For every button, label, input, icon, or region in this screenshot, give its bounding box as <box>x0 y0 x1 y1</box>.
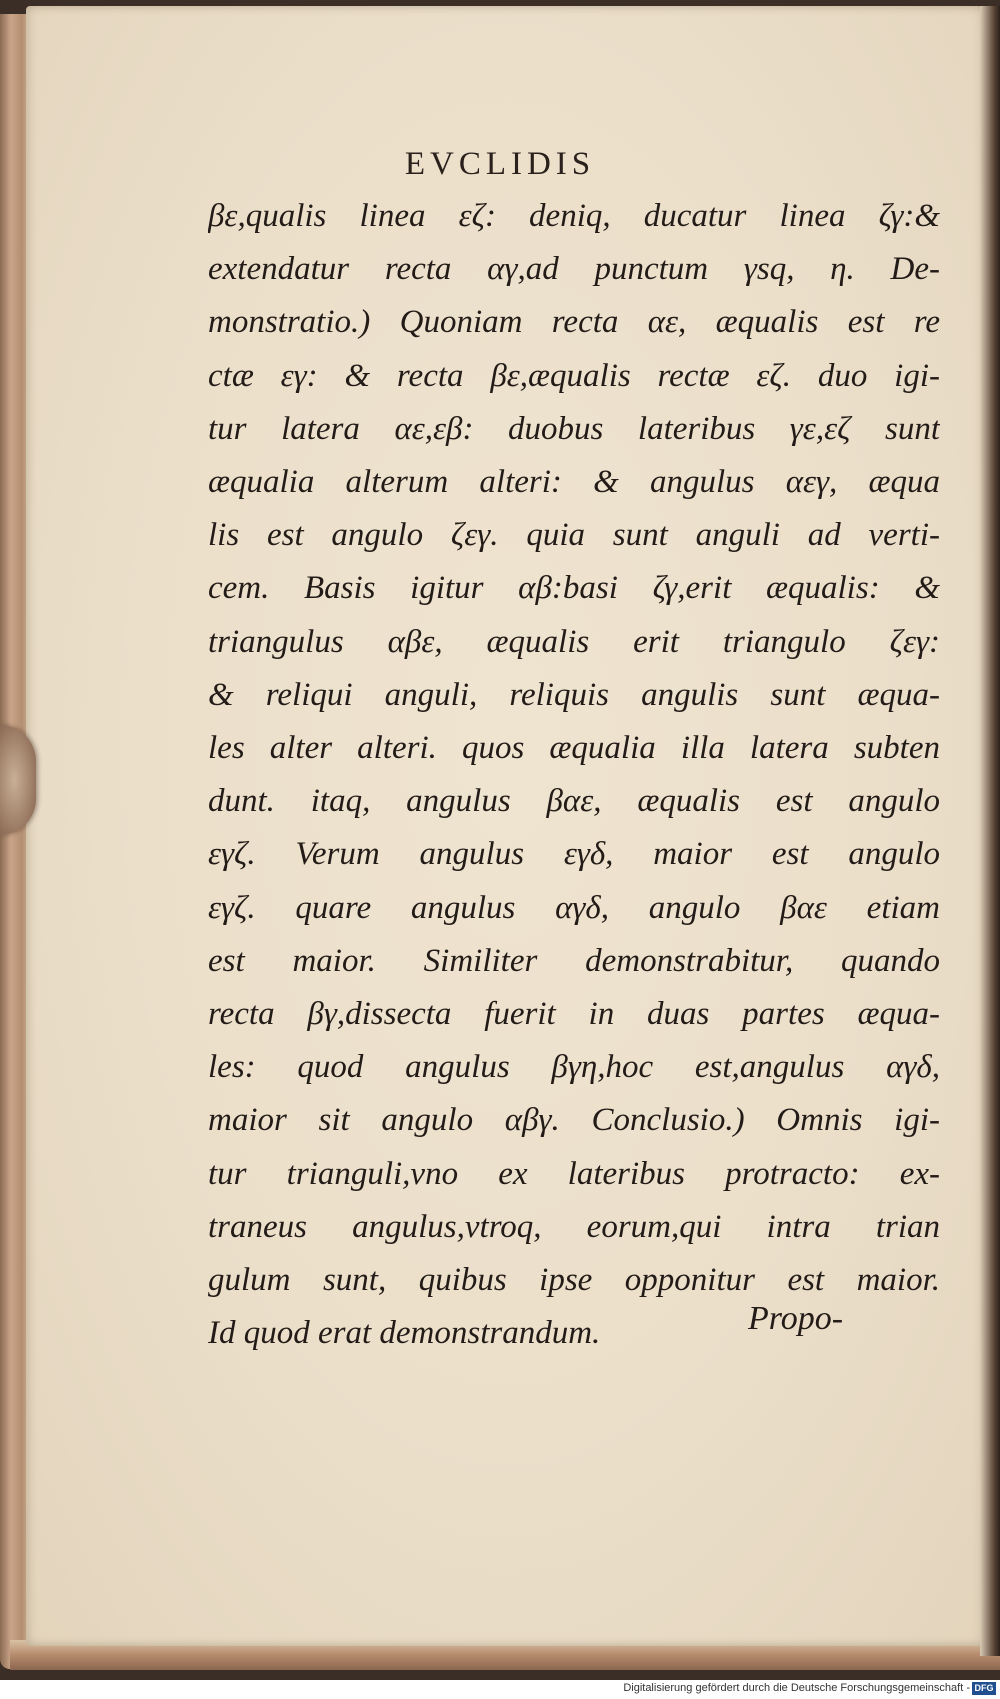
text-line: εγζ. quare angulus αγδ, angulo βαε etiam <box>208 889 940 926</box>
text-line: maior sit angulo αβγ. Conclusio.) Omnis igi- <box>208 1102 940 1139</box>
text-line: εγζ. Verum angulus εγδ, maior est angulo <box>208 836 940 873</box>
text-line: les: quod angulus βγη,hoc est,angulus αγδ, <box>208 1049 940 1086</box>
text-line: triangulus αβε, æqualis erit triangulo ζεγ: <box>208 623 940 660</box>
text-line: lis est angulo ζεγ. quia sunt anguli ad verti- <box>208 517 940 554</box>
text-line: æqualia alterum alteri: & angulus αεγ, æqua <box>208 464 940 501</box>
footer-bar <box>0 1680 1000 1699</box>
text-line: est maior. Similiter demonstrabitur, quando <box>208 942 940 979</box>
text-line: recta βγ,dissecta fuerit in duas partes æqua- <box>208 996 940 1033</box>
running-head: EVCLIDIS <box>404 146 596 182</box>
text-line: les alter alteri. quos æqualia illa latera subten <box>208 730 940 767</box>
text-line: & reliqui anguli, reliquis angulis sunt æqua- <box>208 676 940 713</box>
dfg-logo-icon: DFG <box>972 1682 996 1695</box>
text-line: cem. Basis igitur αβ:basi ζγ,erit æqualis: & <box>208 570 940 607</box>
text-line: monstratio.) Quoniam recta αε, æqualis est re <box>208 304 940 341</box>
text-line: tur trianguli,vno ex lateribus protracto: ex- <box>208 1155 940 1192</box>
text-line: extendatur recta αγ,ad punctum γsq, η. De- <box>208 251 940 288</box>
footer-credit: Digitalisierung gefördert durch die Deutsche Forschungsgemeinschaft - <box>623 1682 970 1694</box>
text-line: traneus angulus,vtroq, eorum,qui intra trian <box>208 1208 940 1245</box>
catchword: Propo- <box>748 1300 844 1337</box>
text-line: tur latera αε,εβ: duobus lateribus γε,εζ sunt <box>208 410 940 447</box>
text-line: βε,qualis linea εζ: deniq, ducatur linea ζγ:& <box>208 198 940 234</box>
text-line: ctæ εγ: & recta βε,æqualis rectæ εζ. duo igi- <box>208 357 940 394</box>
text-line-last: Id quod erat demonstrandum. <box>208 1315 601 1352</box>
body-text <box>208 190 940 1360</box>
binding-shadow <box>980 6 1000 1656</box>
text-line: dunt. itaq, angulus βαε, æqualis est angulo <box>208 783 940 820</box>
text-line: gulum sunt, quibus ipse opponitur est maior. <box>208 1262 940 1299</box>
